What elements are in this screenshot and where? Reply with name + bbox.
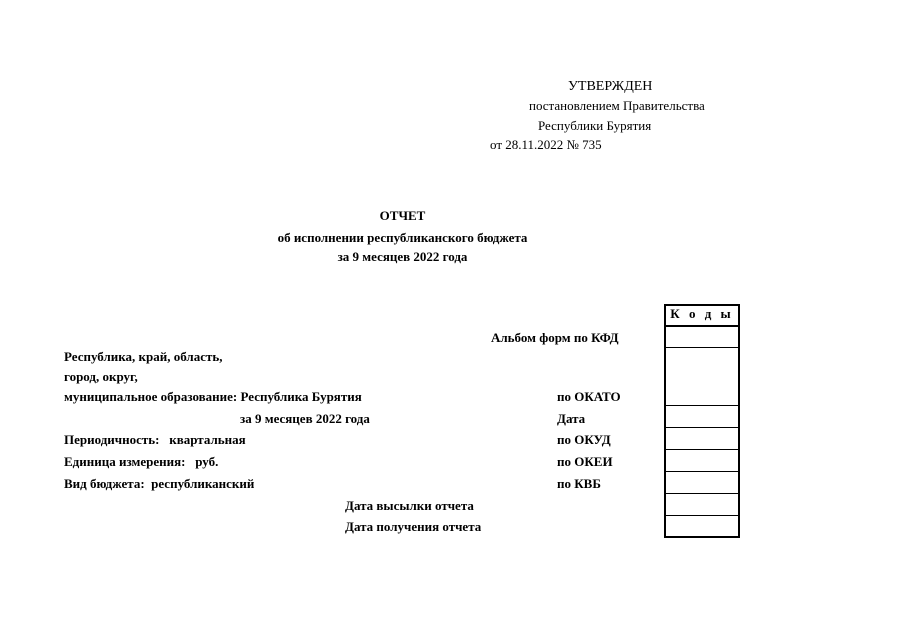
approval-title: УТВЕРЖДЕН [568,79,653,94]
approval-line-2: Республики Бурятия [538,118,652,133]
kvb-label: по КВБ [557,476,601,491]
unit-of-measure: Единица измерения: руб. [64,454,219,469]
approval-line-1: постановлением Правительства [529,98,705,113]
report-period: за 9 месяцев 2022 года [337,249,468,264]
codes-header: К о д ы [670,306,734,321]
okato-label: по ОКАТО [557,389,621,404]
report-title: ОТЧЕТ [379,208,426,223]
table-divider [664,471,740,472]
periodicity: Периодичность: квартальная [64,432,246,447]
approval-line-3: от 28.11.2022 № 735 [490,137,602,152]
region-line-1: Республика, край, область, [64,349,223,364]
table-divider [664,347,740,348]
codes-table [664,304,740,538]
report-subtitle: об исполнении республиканского бюджета [277,230,528,245]
table-divider [664,427,740,428]
okud-label: по ОКУД [557,432,611,447]
receive-date: Дата получения отчета [345,519,482,534]
okei-label: по ОКЕИ [557,454,613,469]
table-divider [664,325,740,327]
date-label: Дата [557,411,586,426]
send-date: Дата высылки отчета [345,498,474,513]
budget-type: Вид бюджета: республиканский [64,476,255,491]
album-label: Альбом форм по КФД [491,330,619,345]
table-divider [664,449,740,450]
municipality: муниципальное образование: Республика Бурятия [64,389,362,404]
table-divider [664,493,740,494]
period-text: за 9 месяцев 2022 года [240,411,370,426]
region-line-2: город, округ, [64,369,138,384]
table-divider [664,405,740,406]
table-divider [664,515,740,516]
